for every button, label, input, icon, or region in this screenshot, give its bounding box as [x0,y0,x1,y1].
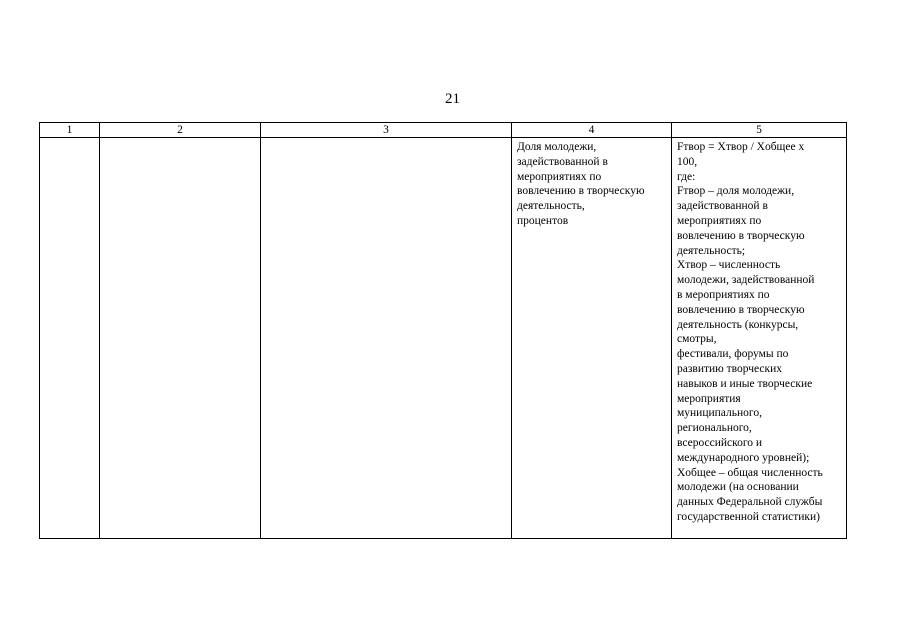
table-row [40,138,847,539]
text-line: Fтвор = Xтвор / Xобщее x [677,141,805,153]
text-line: вовлечению в творческую [517,185,645,198]
column-header-1: 1 [40,123,100,138]
text-line: задействованной в [517,155,608,168]
text-line: молодежи, задействованной [677,274,815,287]
column-header-5: 5 [672,123,847,138]
table-header-row [40,123,847,138]
text-line: развитию творческих [677,362,782,375]
text-line: муниципального, [677,407,762,420]
column-header-4: 4 [512,123,672,138]
text-line: 100, [677,155,698,168]
text-line: всероссийского и [677,436,763,449]
text-line: где: [677,170,696,183]
text-line: Fтвор – доля молодежи, [677,185,795,198]
table-cell-col1 [40,138,100,539]
text-line: мероприятиях по [677,214,762,227]
text-line: мероприятиях по [517,170,602,183]
column-header-2: 2 [100,123,261,138]
formula-text [672,138,846,525]
table-cell-indicator-name [512,138,672,539]
page-number: 21 [445,91,460,107]
table-cell-col2 [100,138,261,539]
text-line: деятельность (конкурсы, [677,318,799,331]
table-cell-col3 [261,138,512,539]
text-line: регионального, [677,422,752,435]
text-line: смотры, [677,333,717,346]
text-line: задействованной в [677,200,768,213]
column-header-3: 3 [261,123,512,138]
text-line: фестивали, форумы по [677,348,789,361]
text-line: Xтвор – численность [677,259,781,272]
text-line: Доля молодежи, [517,141,597,153]
text-line: навыков и иные творческие [677,377,813,390]
text-line: деятельность; [677,244,746,257]
text-line: молодежи (на основании [677,481,799,494]
text-line: в мероприятиях по [677,288,770,301]
text-line: государственной статистики) [677,510,820,523]
table-cell-formula [672,138,847,539]
indicator-name-text [512,138,671,229]
text-line: данных Федеральной службы [677,496,823,509]
text-line: вовлечению в творческую [677,229,805,242]
text-line: Xобщее – общая численность [677,466,823,479]
indicator-table [39,122,847,539]
text-line: деятельность, [517,200,585,213]
text-line: мероприятия [677,392,741,405]
text-line: процентов [517,214,569,227]
text-line: вовлечению в творческую [677,303,805,316]
text-line: международного уровней); [677,451,810,464]
